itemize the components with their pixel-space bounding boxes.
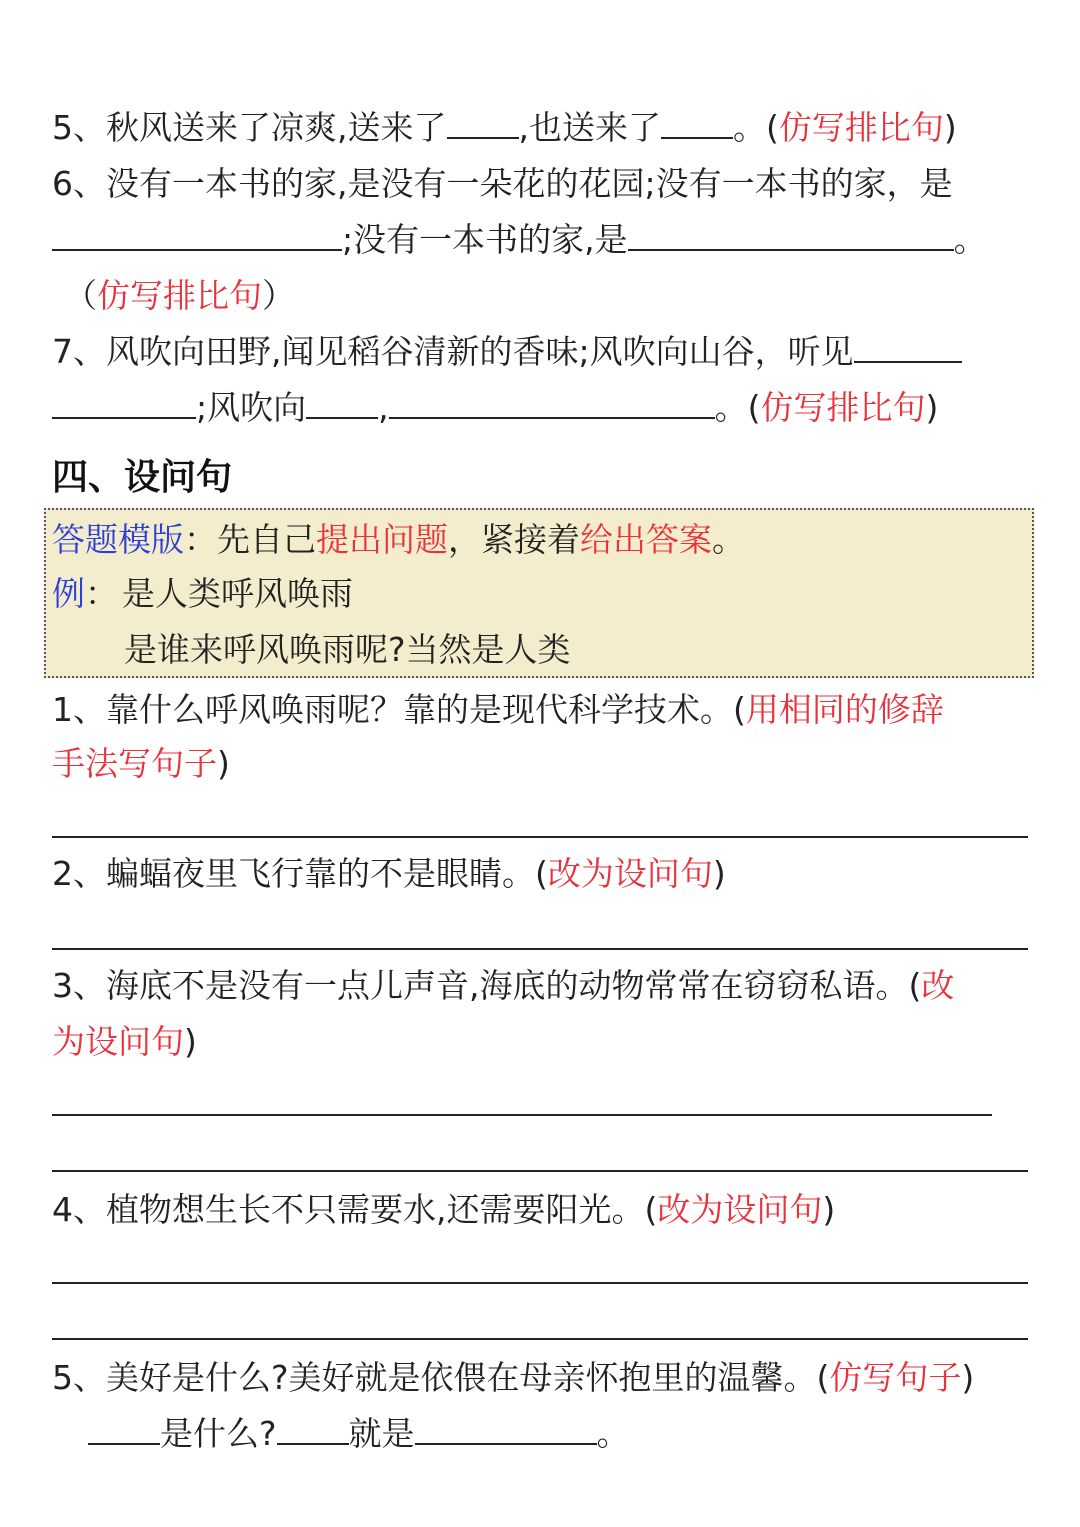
question-line: ;风吹向 , 。(仿写排比句)	[52, 386, 938, 430]
answer-line[interactable]	[52, 1282, 1028, 1284]
hint-text: 仿写排比句	[760, 388, 926, 427]
example-label: 例	[52, 574, 85, 613]
answer-blank[interactable]	[447, 107, 519, 139]
answer-blank[interactable]	[52, 387, 196, 419]
question-line: 是什么? 就是 。	[88, 1412, 630, 1456]
hint-text: 手法写句子	[52, 744, 217, 783]
question-line: 为设问句)	[52, 1022, 197, 1061]
answer-line[interactable]	[52, 948, 1028, 950]
hint-text: 改	[921, 966, 955, 1005]
question-line: 2、蝙蝠夜里飞行靠的不是眼睛。(改为设问句)	[52, 854, 726, 893]
question-line: 1、靠什么呼风唤雨呢？靠的是现代科学技术。(用相同的修辞	[52, 690, 944, 729]
answer-blank[interactable]	[88, 1413, 160, 1445]
answer-blank[interactable]	[628, 219, 954, 251]
hint-text: 为设问句	[52, 1022, 184, 1061]
hint-text: 用相同的修辞	[745, 690, 944, 729]
example-line: 是谁来呼风唤雨呢?当然是人类	[124, 630, 571, 669]
question-line: 5、美好是什么?美好就是依偎在母亲怀抱里的温馨。(仿写句子)	[52, 1358, 975, 1397]
section-title: 四、设问句	[52, 457, 233, 498]
question-line: ;没有一本书的家,是 。	[52, 218, 987, 262]
example-line: 例： 是人类呼风唤雨	[52, 574, 353, 613]
question-line: 7、风吹向田野,闻见稻谷清新的香味;风吹向山谷，听见	[52, 330, 962, 374]
answer-blank[interactable]	[415, 1413, 597, 1445]
hint-text: 改为设问句	[657, 1190, 823, 1229]
hint-text: 仿写排比句	[778, 108, 944, 147]
hint-text: 仿写句子	[829, 1358, 962, 1397]
template-line: 答题模版：先自己提出问题，紧接着给出答案。	[52, 520, 745, 559]
question-line: 3、海底不是没有一点儿声音,海底的动物常常在窃窃私语。(改	[52, 966, 955, 1005]
question-line: 6、没有一本书的家,是没有一朵花的花园;没有一本书的家，是	[52, 164, 953, 203]
answer-blank[interactable]	[306, 387, 378, 419]
hint-text: 改为设问句	[547, 854, 713, 893]
question-line: （仿写排比句）	[64, 276, 295, 315]
question-line: 手法写句子)	[52, 744, 230, 783]
hint-text: 仿写排比句	[97, 276, 262, 315]
question-line: 4、植物想生长不只需要水,还需要阳光。(改为设问句)	[52, 1190, 836, 1229]
answer-blank[interactable]	[277, 1413, 349, 1445]
answer-line[interactable]	[52, 836, 1028, 838]
question-line: 5、秋风送来了凉爽,送来了 ,也送来了 。(仿写排比句)	[52, 108, 957, 147]
answer-blank[interactable]	[389, 387, 715, 419]
answer-line[interactable]	[52, 1114, 992, 1116]
answer-line[interactable]	[52, 1170, 1028, 1172]
answer-blank[interactable]	[854, 331, 962, 363]
answer-blank[interactable]	[661, 107, 733, 139]
template-label: 答题模版	[52, 520, 184, 559]
answer-line[interactable]	[52, 1338, 1028, 1340]
answer-blank[interactable]	[52, 219, 342, 251]
